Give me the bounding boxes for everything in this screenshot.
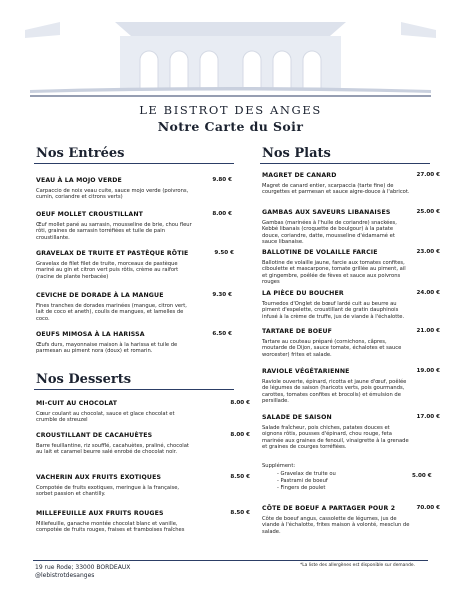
menu-item: [262, 368, 440, 405]
item-price: 23.00 €: [416, 249, 440, 255]
menu-item: [36, 211, 232, 241]
menu-item: [36, 400, 250, 424]
item-description: Gambas (marinées à l'huile de coriandre) snackées, Kebbé libanais (croquette de boulgour) à la patate douce, coriandre, datte, mousseline d'édamamé et sauce libanaise.: [262, 220, 397, 246]
item-name: BALLOTINE DE VOLAILLE FARCIE: [262, 249, 378, 256]
menu-item: [262, 328, 440, 358]
item-name: GAMBAS AUX SAVEURS LIBANAISES: [262, 209, 391, 216]
menu-item: [36, 292, 232, 322]
item-description: Ballotine de volaille jaune, farcie aux tomates confites, ciboulette et mascarpone, tomate grillée au piment, ail et gingembre, poêlée de fèves et sauce aux poivrons rouges: [262, 260, 406, 286]
social-handle: @lebistrotdesanges: [35, 572, 95, 579]
section-rule-desserts: [34, 389, 234, 390]
item-description: Cœur coulant au chocolat, sauce et glace chocolat et crumble de streuzel: [36, 411, 175, 424]
item-price: 19.00 €: [416, 368, 440, 374]
menu-item: [36, 177, 232, 201]
item-price: 8.50 €: [230, 510, 250, 516]
item-name: CÔTE DE BOEUF A PARTAGER POUR 2: [262, 505, 396, 512]
supplement-option: - Pastrami de boeuf: [277, 478, 328, 484]
restaurant-name: LE BISTROT DES ANGES: [139, 103, 322, 117]
menu-item: [262, 290, 440, 320]
menu-item: [36, 474, 250, 498]
item-name: MAGRET DE CANARD: [262, 172, 337, 179]
section-rule-entrees: [34, 163, 234, 164]
item-price: 17.00 €: [416, 414, 440, 420]
supplement-option: - Fingers de poulet: [277, 485, 326, 491]
item-price: 24.00 €: [416, 290, 440, 296]
item-description: Œuf mollet pané au sarrasin, mousseline de brie, chou fleur rôti, graines de sarrasin torréfiées et tuile de pain croustillante.: [36, 222, 192, 241]
item-price: 25.00 €: [416, 209, 440, 215]
item-price: 8.00 €: [212, 211, 232, 217]
menu-item: [36, 250, 234, 280]
item-price: 8.00 €: [230, 400, 250, 406]
item-name: MI-CUIT AU CHOCOLAT: [36, 400, 118, 407]
item-description: Fines tranches de dorades marinées (mangue, citron vert, lait de coco et aneth), coulis de mangues, et lamelles de coco.: [36, 303, 187, 322]
supplement-option: - Gravelax de truite ou: [277, 471, 336, 477]
item-name: SALADE DE SAISON: [262, 414, 332, 421]
item-description: Compotée de fruits exotiques, meringue à la française, sorbet passion et chantilly.: [36, 485, 180, 498]
allergen-note: *La liste des allergènes est disponible sur demande.: [300, 563, 416, 568]
menu-item: [262, 249, 440, 286]
address: 19 rue Rode; 33000 BORDEAUX: [35, 564, 131, 571]
item-name: VEAU À LA MOJO VERDE: [36, 177, 122, 184]
item-name: GRAVELAX DE TRUITE ET PASTÈQUE RÔTIE: [36, 250, 189, 257]
menu-item: [262, 172, 440, 196]
item-name: RAVIOLE VÉGÉTARIENNE: [262, 368, 350, 375]
item-description: Gravelax de filet filet de truite, morceaux de pastèque mariné au gin et citron vert puis rôtis, crème au raifort (racine de plante herbacée): [36, 261, 179, 280]
section-title-entrees: Nos Entrées: [36, 146, 125, 161]
item-name: CROUSTILLANT DE CACAHUÈTES: [36, 432, 153, 439]
building-illustration: [0, 0, 461, 100]
item-description: Millefeuille, ganache montée chocolat blanc et vanille, compotée de fruits rouges, fraises et framboises fraîches: [36, 521, 185, 534]
item-name: OEUFS MIMOSA À LA HARISSA: [36, 331, 145, 338]
item-description: Barre feuillantine, riz soufflé, cacahuètes, praliné, chocolat au lait et caramel beurre salé enrobé de chocolat noir.: [36, 443, 189, 456]
item-price: 6.50 €: [212, 331, 232, 337]
menu-item: [36, 331, 232, 355]
item-name: CEVICHE DE DORADE À LA MANGUE: [36, 292, 164, 299]
supplement-label: Supplément:: [262, 463, 296, 469]
item-description: Côte de boeuf angus, cassolette de légumes, jus de viande à l'échalotte, frites maison à volonté, mesclun de salade.: [262, 516, 410, 535]
menu-item: [36, 510, 250, 534]
menu-item: [262, 505, 440, 535]
item-price: 9.30 €: [212, 292, 232, 298]
item-name: MILLEFEUILLE AUX FRUITS ROUGES: [36, 510, 164, 517]
item-description: Œufs durs, mayonnaise maison à la harissa et tuile de parmesan au piment nora (doux) et romarin.: [36, 342, 178, 355]
item-description: Raviole ouverte, épinard, ricotta et jaune d'œuf, poêlée de légumes de saison (haricots verts, pois gourmands, carottes, tomates confites et brocolis) et émulsion de persillade.: [262, 379, 407, 405]
section-rule-plats: [260, 163, 430, 164]
item-description: Magret de canard entier, scarpaccia (tarte fine) de courgettes et parmesan et sauce aigre-douce à l'abricot.: [262, 183, 410, 196]
menu-item: [262, 414, 440, 451]
item-price: 9.50 €: [214, 250, 234, 256]
item-name: TARTARE DE BOEUF: [262, 328, 333, 335]
item-description: Tartare au couteau préparé (cornichons, câpres, moutarde de Dijon, sauce tomate, échalotes et sauce worcester) frites et salade.: [262, 339, 402, 358]
item-price: 27.00 €: [416, 172, 440, 178]
item-name: LA PIÈCE DU BOUCHER: [262, 290, 344, 297]
item-name: OEUF MOLLET CROUSTILLANT: [36, 211, 144, 218]
menu-item: [36, 432, 250, 456]
section-title-desserts: Nos Desserts: [36, 372, 132, 387]
item-description: Tournedos d'Onglet de bœuf lardé cuit au beurre au piment d'espelette, croustillant de gratin dauphinois infusé à la crème de truffe, jus de viande à l'échalotte.: [262, 301, 405, 320]
item-price: 9.80 €: [212, 177, 232, 183]
section-title-plats: Nos Plats: [262, 146, 331, 161]
footer-rule: [33, 560, 428, 561]
item-name: VACHERIN AUX FRUITS EXOTIQUES: [36, 474, 162, 481]
item-price: 21.00 €: [416, 328, 440, 334]
item-description: Salade fraîcheur, pois chiches, patates douces et oignons rôtis, pousses d'épinard, chou rouge, feta marinée aux graines de fenouil, vinaigrette à la grenade et graines de courges torréfiées.: [262, 425, 409, 451]
menu-subtitle: Notre Carte du Soir: [157, 119, 304, 134]
supplement-price: 5.00 €: [412, 473, 432, 479]
menu-item: [262, 209, 440, 246]
item-price: 70.00 €: [416, 505, 440, 511]
item-description: Carpaccio de noix veau cuite, sauce mojo verde (poivrons, cumin, coriandre et citrons verts): [36, 188, 189, 201]
item-price: 8.00 €: [230, 432, 250, 438]
item-price: 8.50 €: [230, 474, 250, 480]
